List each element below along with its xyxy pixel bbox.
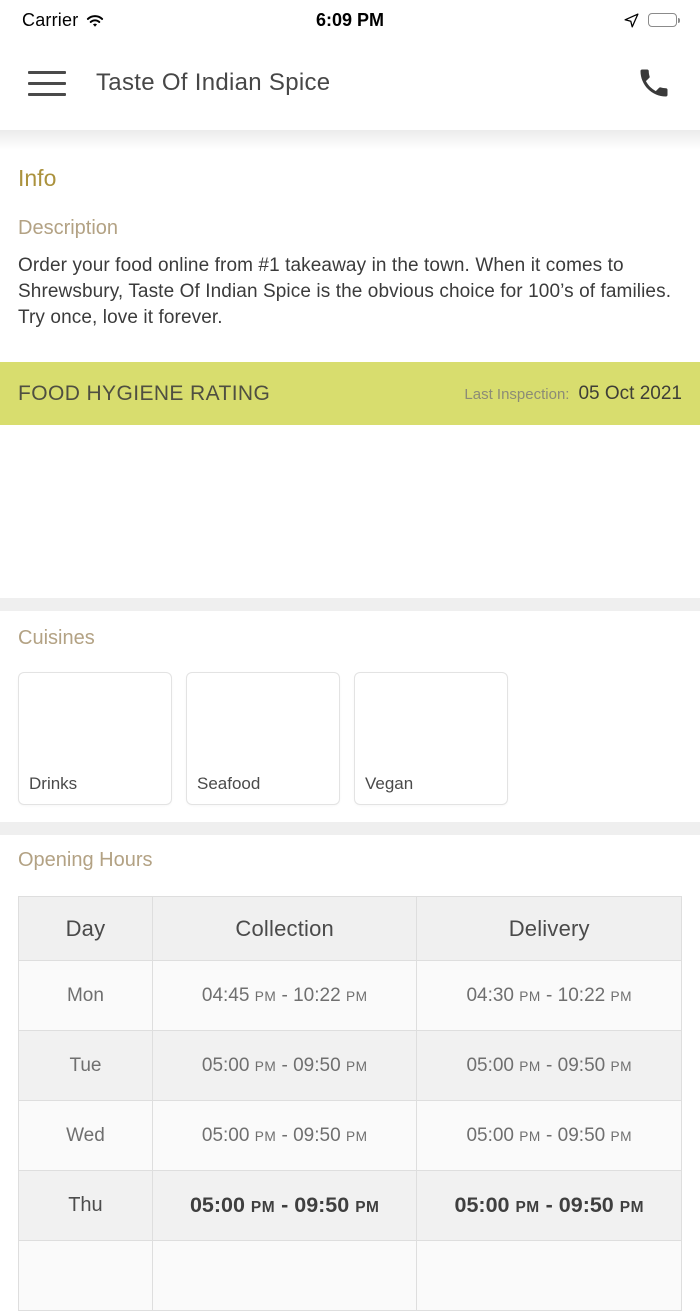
hours-row-mon (19, 961, 682, 1031)
cuisine-card-vegan[interactable] (354, 672, 508, 805)
carrier-label: Carrier (22, 9, 79, 30)
hours-row-thu (19, 1171, 682, 1241)
delivery-hours-cell: 05:00 PM - 09:50 PM (417, 1171, 682, 1241)
hygiene-rating-banner[interactable] (0, 362, 700, 425)
hygiene-rating-title: FOOD HYGIENE RATING (18, 381, 271, 405)
phone-icon (636, 65, 672, 101)
status-right (623, 12, 680, 29)
hours-col-collection: Collection (152, 897, 417, 961)
opening-hours-table (18, 896, 682, 1311)
info-heading: Info (18, 165, 57, 191)
info-section (0, 150, 700, 330)
menu-button[interactable] (28, 69, 66, 98)
hours-col-delivery: Delivery (417, 897, 682, 961)
cuisine-card-drinks[interactable] (18, 672, 172, 805)
hours-row-wed (19, 1101, 682, 1171)
hours-row-tue (19, 1031, 682, 1101)
cuisine-label: Vegan (365, 774, 414, 794)
cuisine-card-list (18, 672, 682, 805)
day-cell: Tue (19, 1031, 153, 1101)
hours-col-day: Day (19, 897, 153, 961)
collection-hours-cell: 05:00 PM - 09:50 PM (152, 1101, 417, 1171)
last-inspection-label: Last Inspection: (464, 385, 570, 403)
nav-shadow (0, 130, 700, 150)
call-button[interactable] (636, 65, 672, 101)
section-divider (0, 598, 700, 611)
page-title: Taste Of Indian Spice (96, 69, 331, 96)
description-heading: Description (18, 217, 119, 239)
collection-hours-cell: 04:45 PM - 10:22 PM (152, 961, 417, 1031)
location-arrow-icon (623, 12, 640, 29)
day-cell: Mon (19, 961, 153, 1031)
section-divider (0, 822, 700, 835)
cuisine-card-seafood[interactable] (186, 672, 340, 805)
cuisines-heading: Cuisines (18, 627, 95, 650)
opening-hours-heading: Opening Hours (18, 849, 153, 872)
cuisine-label: Drinks (29, 774, 78, 794)
nav-bar (0, 36, 700, 130)
day-cell: Wed (19, 1101, 153, 1171)
delivery-hours-cell: 05:00 PM - 09:50 PM (417, 1031, 682, 1101)
day-cell: Thu (19, 1171, 153, 1241)
battery-icon (648, 13, 680, 27)
menu-icon (28, 71, 66, 74)
delivery-hours-cell: 05:00 PM - 09:50 PM (417, 1101, 682, 1171)
collection-hours-cell: 05:00 PM - 09:50 PM (152, 1171, 417, 1241)
hours-header-row (19, 897, 682, 961)
collection-hours-cell: 05:00 PM - 09:50 PM (152, 1031, 417, 1101)
opening-hours-section (0, 835, 700, 1311)
description-text: Order your food online from #1 takeaway in the town. When it comes to Shrewsbury, Taste Of Indian Spice is the obvious choice for 100’s of families. Try once, love it forever. (18, 255, 672, 328)
last-inspection (464, 383, 682, 405)
hygiene-rating-body (0, 425, 700, 598)
cuisine-label: Seafood (197, 774, 261, 794)
cuisines-section (0, 611, 700, 822)
hours-row-partial (19, 1241, 682, 1311)
opening-hours-table-wrap (18, 896, 682, 1311)
clock: 6:09 PM (315, 9, 385, 30)
delivery-hours-cell: 04:30 PM - 10:22 PM (417, 961, 682, 1031)
last-inspection-date: 05 Oct 2021 (578, 382, 682, 404)
status-bar (0, 0, 700, 36)
